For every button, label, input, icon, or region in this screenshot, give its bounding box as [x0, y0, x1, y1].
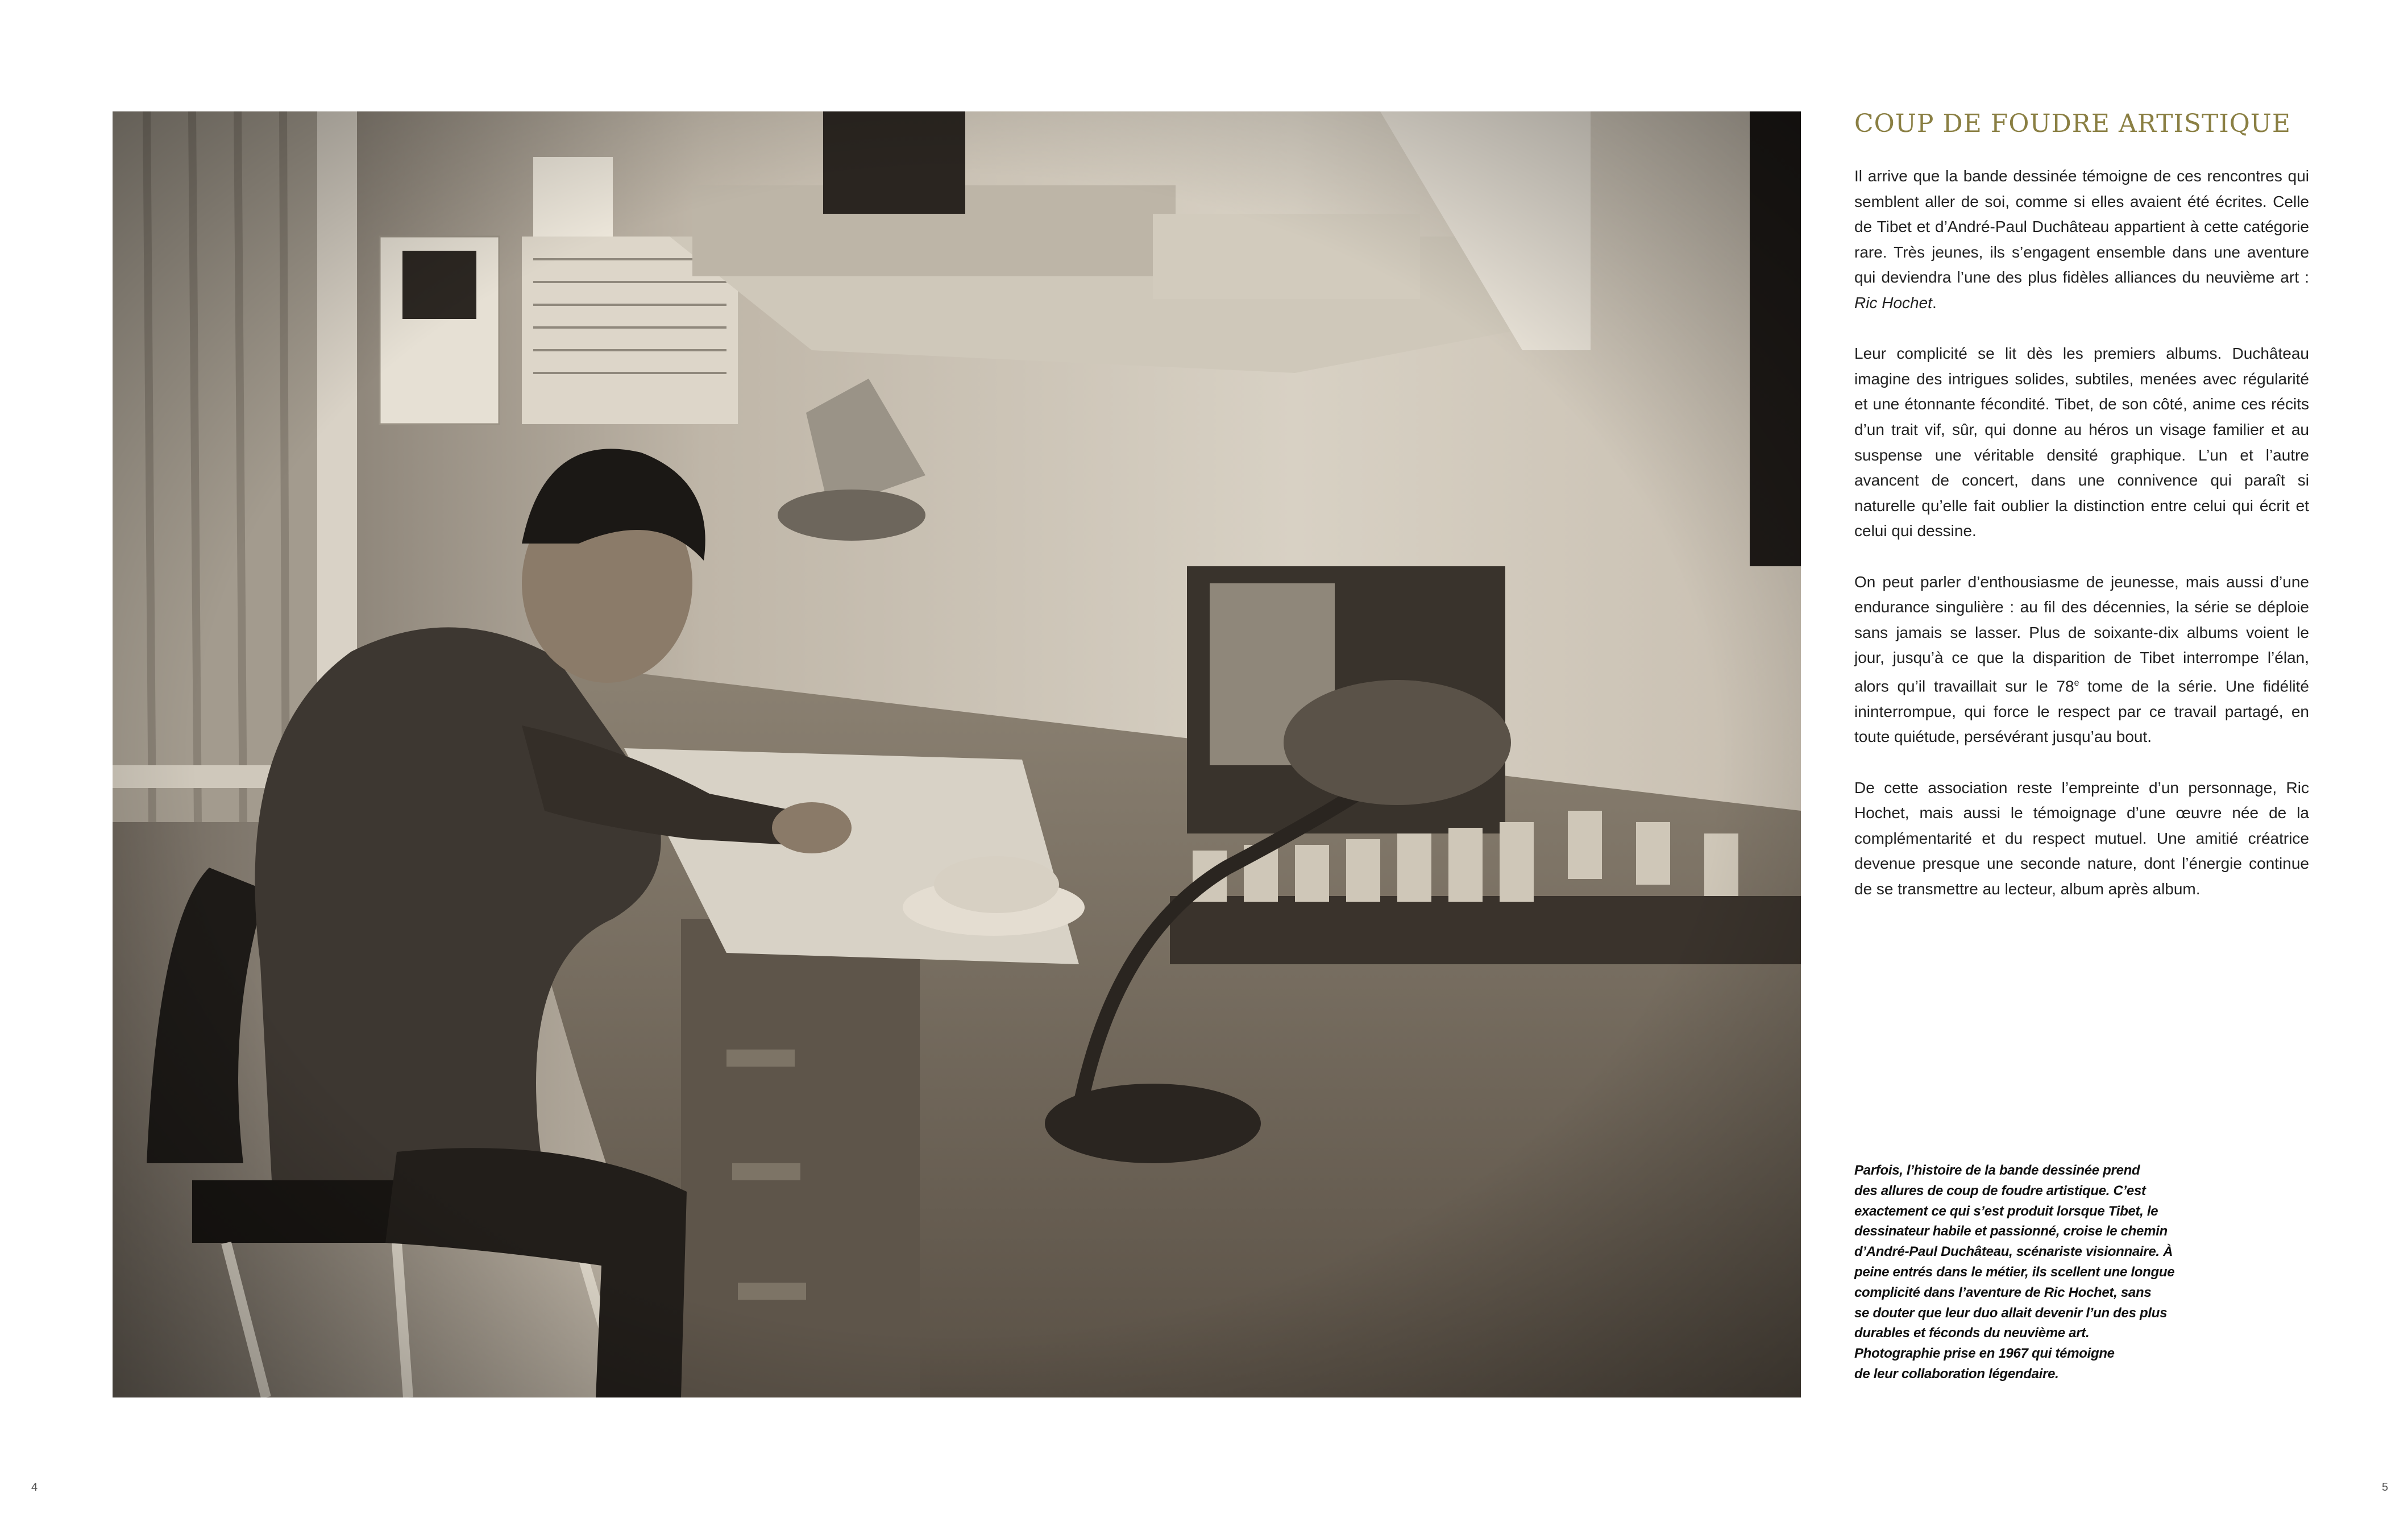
caption-line: peine entrés dans le métier, ils scellent une longue [1854, 1264, 2175, 1280]
caption-line: exactement ce qui s’est produit lorsque Tibet, le [1854, 1203, 2158, 1219]
photo-caption [1854, 1160, 2218, 1384]
series-title-italic: Ric Hochet [1854, 293, 1932, 312]
archival-photo [113, 111, 1801, 1397]
article-body [1854, 164, 2309, 927]
paragraph-1: Il arrive que la bande dessinée témoigne de ces rencontres qui semblent aller de soi, comme si elles avaient été écrites. Celle de Tibet et d’André-Paul Duchâteau appartient à cette catégorie rare. Très jeunes, ils s’engagent ensemble dans une aventure qui deviendra l’une des plus fidèles alliances du neuvième art : Ric Hochet. [1854, 167, 2309, 312]
caption-line: de leur collaboration légendaire. [1854, 1366, 2059, 1382]
page-number-right: 5 [2382, 1481, 2389, 1494]
caption-line: dessinateur habile et passionné, croise le chemin [1854, 1224, 2168, 1239]
caption-line: Photographie prise en 1967 qui témoigne [1854, 1346, 2115, 1362]
caption-line: complicité dans l’aventure de Ric Hochet, sans [1854, 1284, 2152, 1300]
photo-illustration [113, 111, 1801, 1397]
caption-line: Parfois, l’histoire de la bande dessinée prend [1854, 1163, 2140, 1178]
paragraph-3: On peut parler d’enthousiasme de jeunesse, mais aussi d’une endurance singulière : au fil des décennies, la série se déploie sans jamais se lasser. Plus de soixante-dix albums voient le jour, jusqu’à ce que la disparition de Tibet interrompe l’élan, alors qu’il travaillait sur le 78e tome de la série. Une fidélité ininterrompue, qui force le respect par ce travail partagé, en toute quiétude, persévérant jusqu’au bout. [1854, 573, 2309, 746]
page-number-left: 4 [31, 1481, 38, 1494]
paragraph-4: De cette association reste l’empreinte d’un personnage, Ric Hochet, mais aussi le témoignage d’une œuvre née de la complémentarité et du respect mutuel. Une amitié créatrice devenue presque une seconde nature, dont l’énergie continue de se transmettre au lecteur, album après album. [1854, 778, 2309, 898]
caption-line: des allures de coup de foudre artistique. C’est [1854, 1183, 2146, 1198]
caption-line: d’André-Paul Duchâteau, scénariste visionnaire. À [1854, 1244, 2173, 1260]
article-title: COUP DE FOUDRE ARTISTIQUE [1854, 109, 2291, 138]
paragraph-2: Leur complicité se lit dès les premiers albums. Duchâteau imagine des intrigues solides, subtiles, menées avec régularité et une étonnante fécondité. Tibet, de son côté, anime ces récits d’un trait vif, sûr, qui donne au héros un visage familier et au suspense une véritable densité graphique. L’un et l’autre avancent de concert, dans une connivence qui paraît si naturelle qu’elle fait oublier la distinction entre celui qui écrit et celui qui dessine. [1854, 345, 2309, 540]
caption-line: durables et féconds du neuvième art. [1854, 1325, 2090, 1341]
caption-line: se douter que leur duo allait devenir l’un des plus [1854, 1305, 2168, 1321]
